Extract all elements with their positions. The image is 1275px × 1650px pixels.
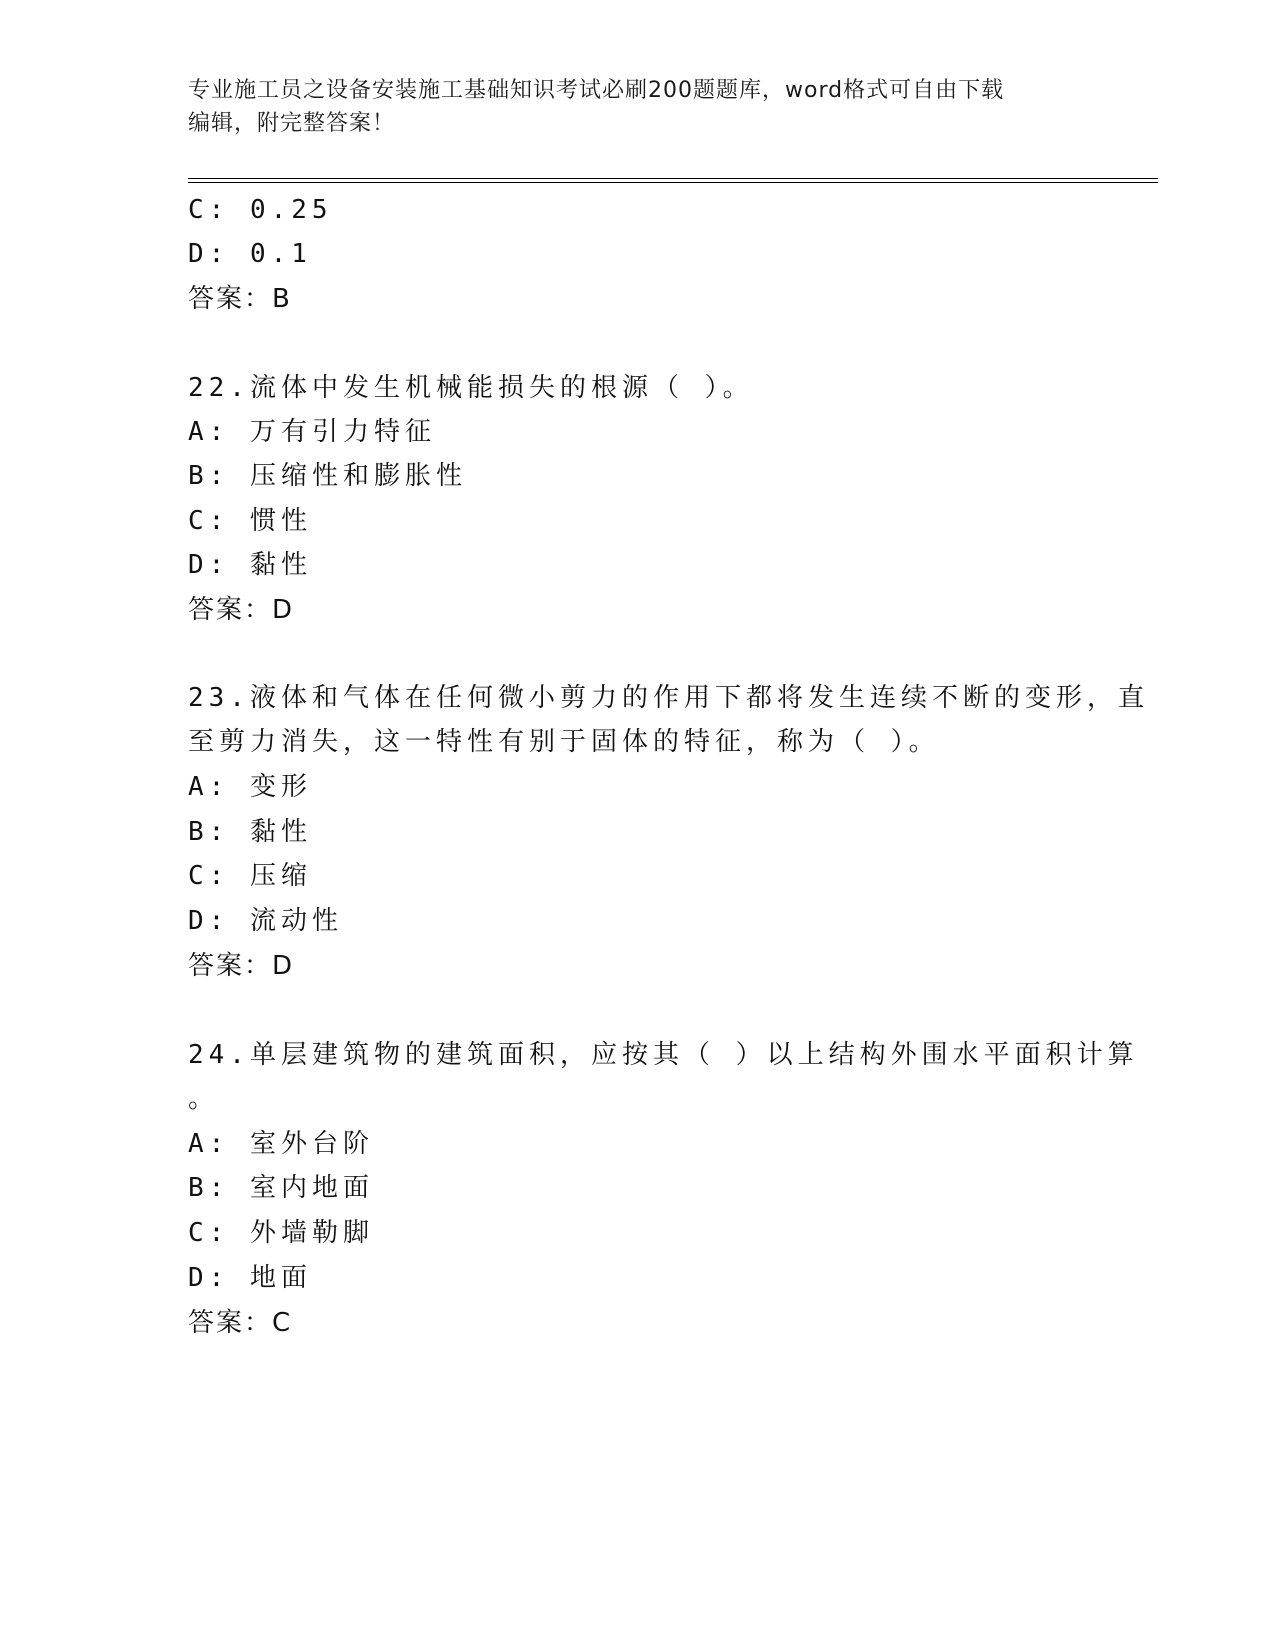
q23-answer: 答案：D — [188, 951, 295, 981]
q23-option-b: B: 黏性 — [188, 817, 312, 847]
q23-stem-line-2: 至剪力消失，这一特性有别于固体的特征，称为（ ）。 — [188, 727, 940, 757]
header-title-line-2: 编辑，附完整答案！ — [188, 111, 396, 136]
q24-option-b: B: 室内地面 — [188, 1173, 374, 1203]
q22-option-c: C: 惯性 — [188, 506, 312, 536]
q22-option-b: B: 压缩性和膨胀性 — [188, 461, 467, 491]
q24-stem-line-2: 。 — [188, 1084, 220, 1114]
q22-stem: 22.流体中发生机械能损失的根源（ ）。 — [188, 373, 754, 403]
q22-answer: 答案：D — [188, 595, 295, 625]
q21-option-c: C: 0.25 — [188, 195, 333, 225]
q24-stem-line-1: 24.单层建筑物的建筑面积，应按其（ ）以上结构外围水平面积计算 — [188, 1040, 1139, 1070]
document-header — [188, 74, 1068, 140]
q21-option-d: D: 0.1 — [188, 239, 312, 269]
q21-answer: 答案：B — [188, 284, 292, 314]
header-rule-bottom — [188, 182, 1158, 183]
q23-option-d: D: 流动性 — [188, 906, 343, 936]
q23-option-a: A: 变形 — [188, 772, 312, 802]
header-title-line-1: 专业施工员之设备安装施工基础知识考试必刷200题题库，word格式可自由下载 — [188, 78, 1005, 103]
q23-option-c: C: 压缩 — [188, 861, 312, 891]
q24-option-a: A: 室外台阶 — [188, 1129, 374, 1159]
q23-stem-line-1: 23.液体和气体在任何微小剪力的作用下都将发生连续不断的变形，直 — [188, 683, 1149, 713]
q24-option-c: C: 外墙勒脚 — [188, 1218, 374, 1248]
q24-answer: 答案：C — [188, 1308, 293, 1338]
q22-option-a: A: 万有引力特征 — [188, 417, 436, 447]
q24-option-d: D: 地面 — [188, 1263, 312, 1293]
header-rule-top — [188, 178, 1158, 179]
q22-option-d: D: 黏性 — [188, 550, 312, 580]
